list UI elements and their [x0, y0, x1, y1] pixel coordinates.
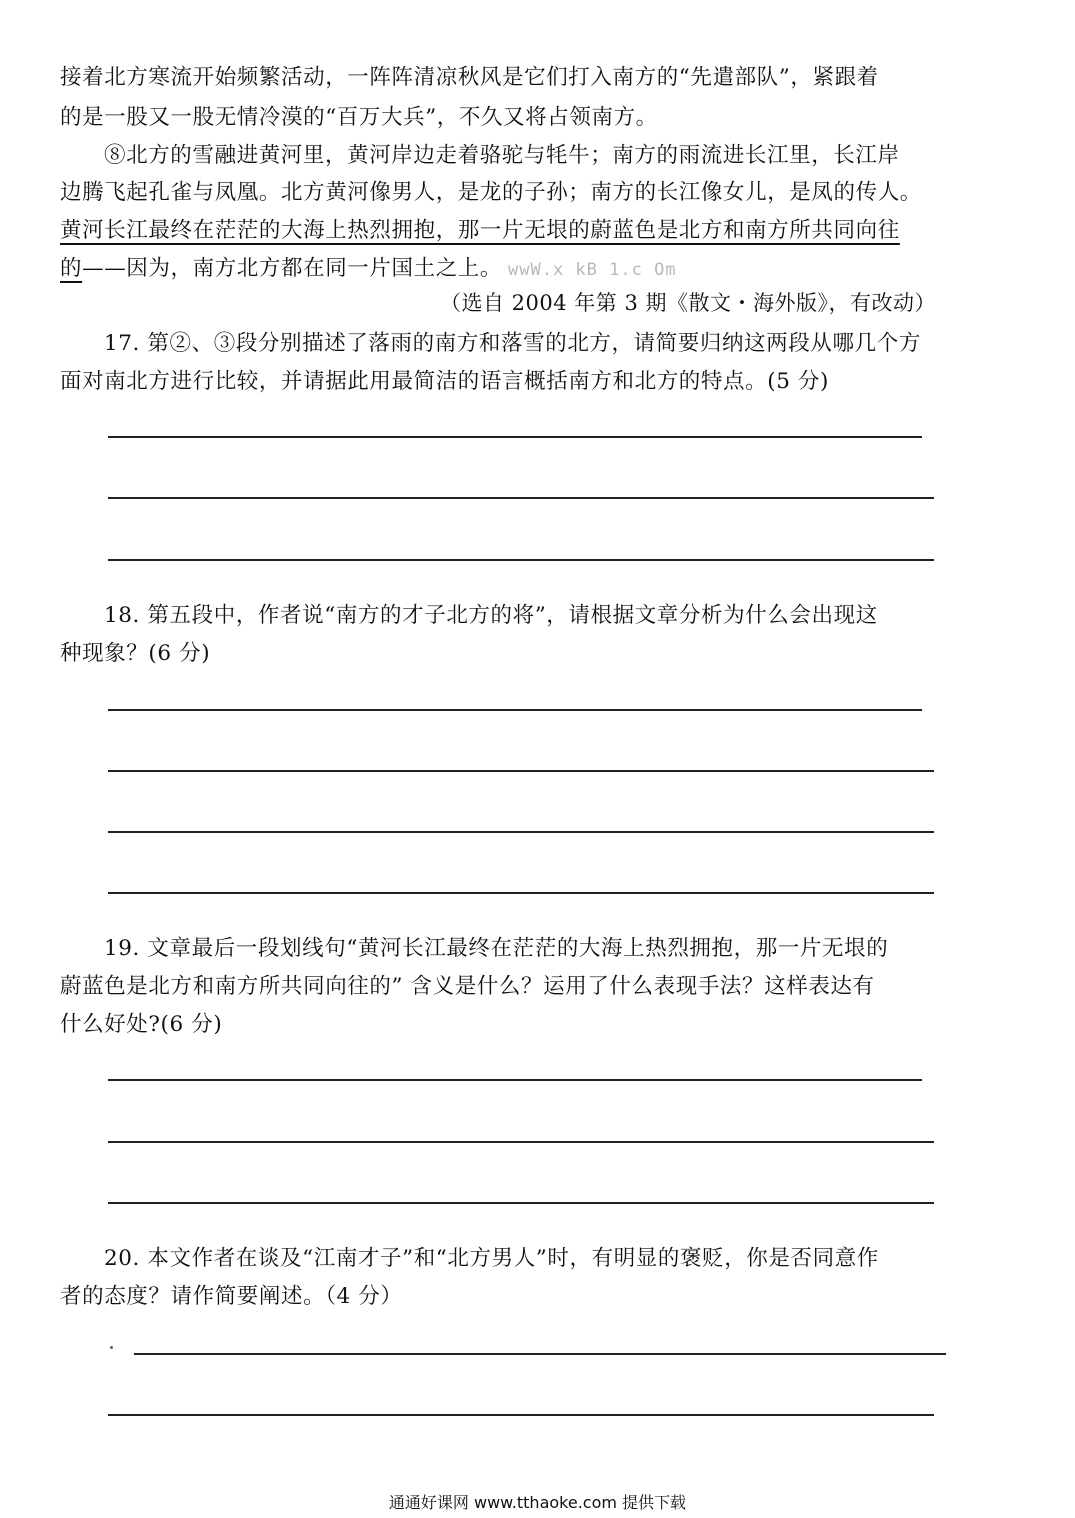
passage-source: （选自 2004 年第 3 期《散文・海外版》，有改动） [440, 291, 937, 315]
question-19-line-3: 什么好处?(6 分) [60, 1012, 223, 1037]
answer-line[interactable] [108, 1414, 934, 1416]
underlined-sentence-line-1: 黄河长江最终在茫茫的大海上热烈拥抱，那一片无垠的蔚蓝色是北方和南方所共同向往 [60, 218, 900, 243]
answer-line[interactable] [134, 1353, 946, 1355]
answer-line[interactable] [108, 559, 934, 561]
answer-line[interactable] [108, 436, 922, 438]
answer-line[interactable] [108, 892, 934, 894]
question-17 [60, 325, 1020, 401]
passage-paragraph-8-line-1: ⑧北方的雪融进黄河里，黄河岸边走着骆驼与牦牛；南方的雨流进长江里，长江岸 [104, 143, 900, 168]
question-19-line-1: 19. 文章最后一段划线句“黄河长江最终在茫茫的大海上热烈拥抱，那一片无垠的 [104, 936, 889, 961]
question-19-line-2: 蔚蓝色是北方和南方所共同向往的” 含义是什么？运用了什么表现手法？这样表达有 [60, 974, 875, 999]
answer-line[interactable] [108, 831, 934, 833]
question-20-line-2: 者的态度？请作简要阐述。（4 分） [60, 1284, 403, 1309]
question-18-line-2: 种现象？(6 分) [60, 641, 211, 666]
passage-line-1: 接着北方寒流开始频繁活动，一阵阵清凉秋风是它们打入南方的“先遣部队”，紧跟着 [60, 65, 879, 90]
passage-line-2: 的是一股又一股无情冷漠的“百万大兵”，不久又将占领南方。 [60, 105, 658, 130]
passage-paragraph-8-line-2: 边腾飞起孔雀与凤凰。北方黄河像男人，是龙的子孙；南方的长江像女儿，是凤的传人。 [60, 180, 922, 205]
page-footer: 通通好课网 www.tthaoke.com 提供下载 [388, 1493, 687, 1512]
question-20-line-1: 20. 本文作者在谈及“江南才子”和“北方男人”时，有明显的褒贬，你是否同意作 [104, 1246, 879, 1271]
scan-dot [110, 1346, 113, 1349]
question-18 [60, 597, 1020, 673]
question-17-line-2: 面对南北方进行比较，并请据此用最简洁的语言概括南方和北方的特点。(5 分) [60, 369, 829, 394]
answer-line[interactable] [108, 709, 922, 711]
answer-line[interactable] [108, 1079, 922, 1081]
passage-paragraph-8-line-4 [60, 252, 677, 287]
answer-line[interactable] [108, 497, 934, 499]
underlined-sentence-end: 的 [60, 256, 83, 281]
watermark-text: wwW.x kB 1.c Om [508, 260, 677, 280]
answer-line[interactable] [108, 770, 934, 772]
answer-line[interactable] [108, 1202, 934, 1204]
passage-line-rest: ——因为，南方北方都在同一片国土之上。 [82, 256, 503, 281]
question-17-line-1: 17. 第②、③段分别描述了落雨的南方和落雪的北方，请简要归纳这两段从哪几个方 [104, 331, 921, 356]
question-18-line-1: 18. 第五段中，作者说“南方的才子北方的将”，请根据文章分析为什么会出现这 [104, 603, 878, 628]
question-20 [60, 1240, 1020, 1316]
answer-line[interactable] [108, 1141, 934, 1143]
question-19 [60, 930, 1020, 1044]
